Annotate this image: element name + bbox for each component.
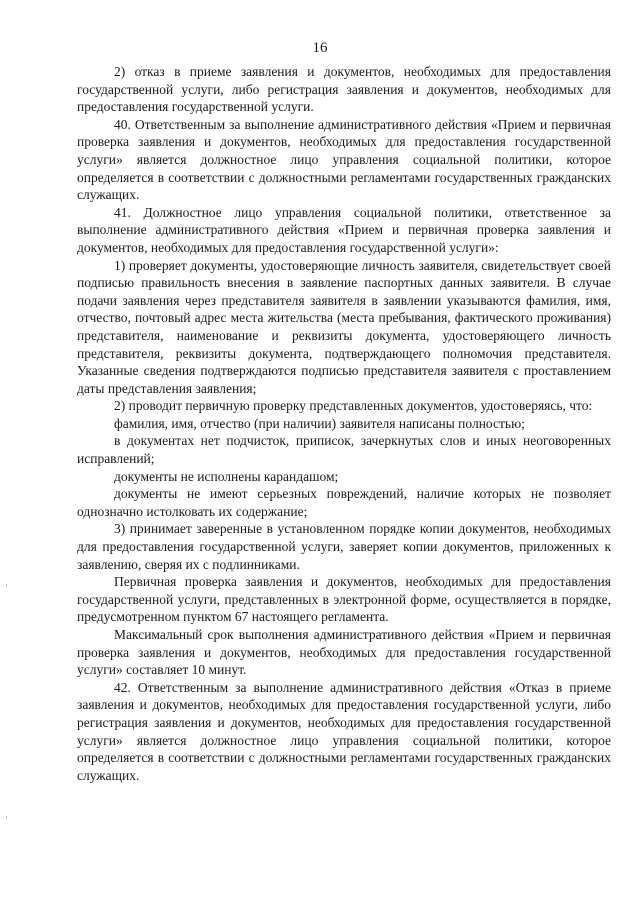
paragraph: 41. Должностное лицо управления социальной политики, ответственное за выполнение административного действия «Прием и первичная проверка заявления и документов, необходимых для предоставления государственной услуги»: bbox=[77, 204, 611, 255]
paragraph: 2) отказ в приеме заявления и документов, необходимых для предоставления государственной услуги, либо регистрация заявления и документов, необходимых для предоставления государственной услуги. bbox=[77, 64, 611, 115]
paragraph: 1) проверяет документы, удостоверяющие личность заявителя, свидетельствует своей подписью правильность внесения в заявление паспортных данных заявителя. В случае подачи заявления через представителя заявителя в заявлении указываются фамилия, имя, отчество, почтовый адрес места жительства (места пребывания, фактического проживания) представителя, наименование и реквизиты документа, удостоверяющего личность представителя, реквизиты документа, подтверждающего полномочия представителя. Указанные сведения подтверждаются подписью представителя заявителя с проставлением даты представления заявления; bbox=[77, 257, 611, 396]
paragraph: Первичная проверка заявления и документов, необходимых для предоставления государственной услуги, представленных в электронной форме, осуществляется в порядке, предусмотренном пунктом 67 настоящего регламента. bbox=[77, 574, 611, 625]
document-body bbox=[77, 63, 611, 784]
paragraph: 2) проводит первичную проверку представленных документов, удостоверяясь, что: bbox=[114, 398, 593, 414]
paragraph: в документах нет подчисток, приписок, зачеркнутых слов и иных неоговоренных исправлений; bbox=[77, 433, 611, 467]
paragraph: 40. Ответственным за выполнение административного действия «Прием и первичная проверка заявления и документов, необходимых для предоставления государственной услуги» является должностное лицо управления социальной политики, которое определяется в соответствии с должностными регламентами государственных гражданских служащих. bbox=[77, 116, 611, 203]
paragraph: документы не исполнены карандашом; bbox=[114, 468, 339, 484]
paragraph: Максимальный срок выполнения административного действия «Прием и первичная проверка заявления и документов, необходимых для предоставления государственной услуги» составляет 10 минут. bbox=[77, 627, 611, 678]
paragraph: документы не имеют серьезных повреждений, наличие которых не позволяет однозначно истолковать их содержание; bbox=[77, 486, 611, 519]
paragraph: 42. Ответственным за выполнение административного действия «Отказ в приеме заявления и документов, необходимых для предоставления государственной услуги, либо регистрация заявления и документов, необходимых для предоставления государственной услуги» является должностное лицо управления социальной политики, которое определяется в соответствии с должностными регламентами государственных гражданских служащих. bbox=[77, 679, 611, 783]
scan-edge-mark bbox=[6, 816, 7, 819]
paragraph: 3) принимает заверенные в установленном порядке копии документов, необходимых для предоставления государственной услуги, заверяет копии документов, приложенных к заявлению, сверяя их с подлинниками. bbox=[77, 521, 611, 572]
page-number: 16 bbox=[312, 40, 328, 56]
scan-edge-mark bbox=[6, 584, 7, 587]
paragraph: фамилия, имя, отчество (при наличии) заявителя написаны полностью; bbox=[114, 415, 525, 431]
